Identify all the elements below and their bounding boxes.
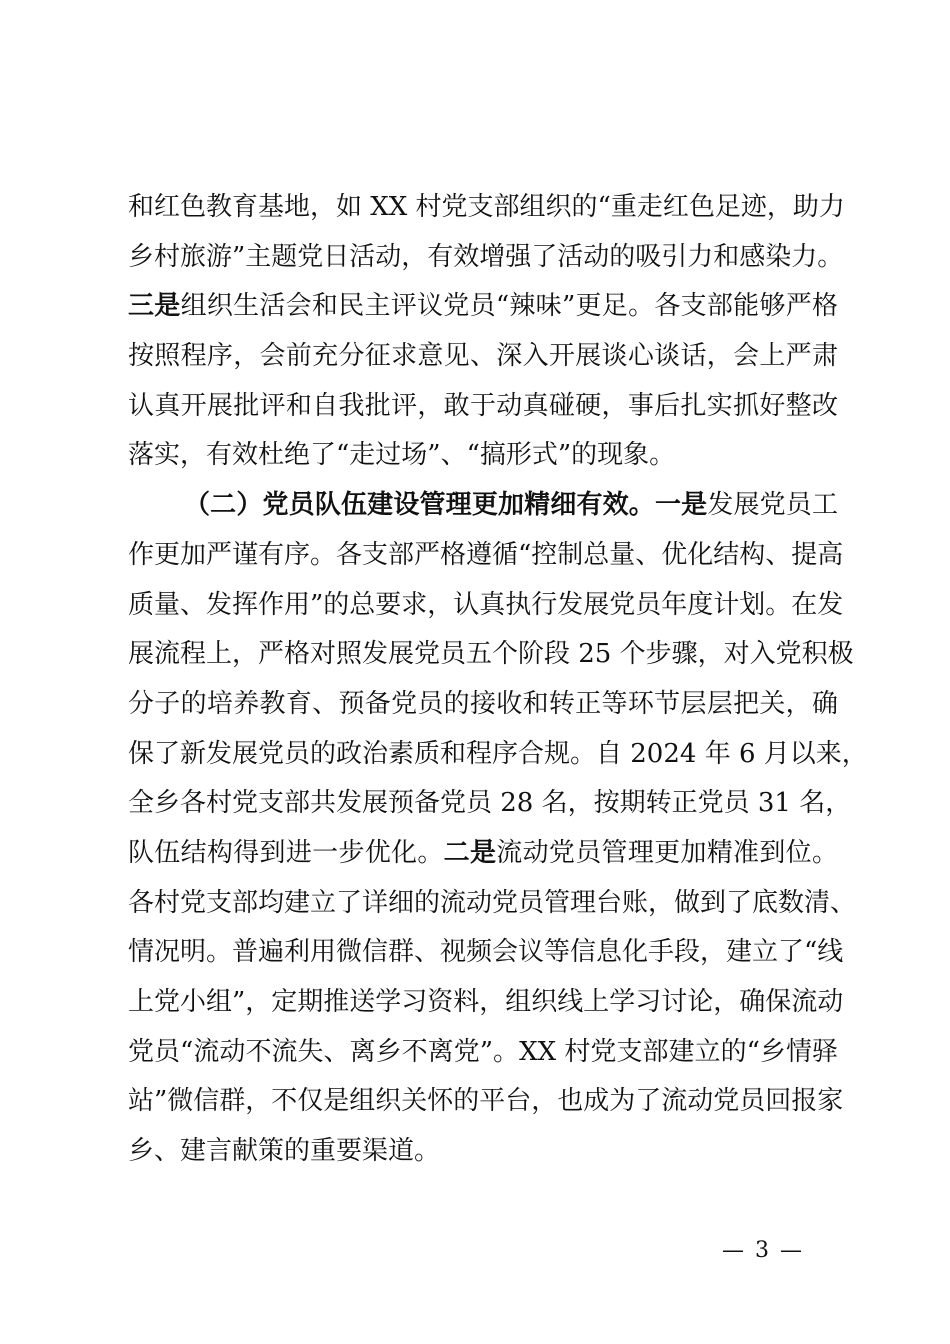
text-line xyxy=(128,282,838,332)
text-line: 展流程上，严格对照发展党员五个阶段 25 个步骤，对入党积极 xyxy=(128,639,854,670)
document-body xyxy=(128,183,868,1177)
text-line: 保了新发展党员的政治素质和程序合规。自 2024 年 6 月以来， xyxy=(128,738,868,769)
section-heading: （二）党员队伍建设管理更加精细有效。一是 xyxy=(184,490,708,521)
text-line: 全乡各村党支部共发展预备党员 28 名，按期转正党员 31 名， xyxy=(128,788,852,819)
bold-lead: 三是 xyxy=(128,291,181,322)
bold-lead: 二是 xyxy=(443,837,497,868)
section-heading-line xyxy=(128,481,838,531)
text-line: 乡村旅游”主题党日活动，有效增强了活动的吸引力和感染力。 xyxy=(128,241,844,272)
text-line: 站”微信群，不仅是组织关怀的平台，也成为了流动党员回报家 xyxy=(128,1086,844,1117)
text-line: 乡、建言献策的重要渠道。 xyxy=(128,1136,441,1167)
text-line: 分子的培养教育、预备党员的接收和转正等环节层层把关，确 xyxy=(128,688,838,719)
text-segment: 组织生活会和民主评议党员“辣味”更足。各支部能够严格 xyxy=(180,291,838,322)
text-line xyxy=(128,829,838,879)
text-line: 和红色教育基地，如 XX 村党支部组织的“重走红色足迹，助力 xyxy=(128,192,845,222)
text-segment: 队伍结构得到进一步优化。 xyxy=(128,837,444,868)
text-line: 上党小组”，定期推送学习资料，组织线上学习讨论，确保流动 xyxy=(128,987,844,1017)
text-line: 作更加严谨有序。各支部严格遵循“控制总量、优化结构、提高 xyxy=(128,539,844,570)
text-line: 质量、发挥作用”的总要求，认真执行发展党员年度计划。在发 xyxy=(128,589,844,620)
page-number: — 3 — xyxy=(722,1238,804,1263)
text-line: 落实，有效杜绝了“走过场”、“搞形式”的现象。 xyxy=(128,440,676,471)
text-line: 认真开展批评和自我批评，敢于动真碰硬，事后扎实抓好整改 xyxy=(128,390,838,421)
text-line: 情况明。普遍利用微信群、视频会议等信息化手段，建立了“线 xyxy=(128,937,844,968)
text-line: 党员“流动不流失、离乡不离党”。XX 村党支部建立的“乡情驿 xyxy=(128,1036,838,1067)
text-segment: 发展党员工 xyxy=(707,490,838,521)
text-line: 各村党支部均建立了详细的流动党员管理台账，做到了底数清、 xyxy=(128,887,857,918)
text-segment: 流动党员管理更加精准到位。 xyxy=(496,837,838,868)
text-line: 按照程序，会前充分征求意见、深入开展谈心谈话，会上严肃 xyxy=(128,341,838,372)
